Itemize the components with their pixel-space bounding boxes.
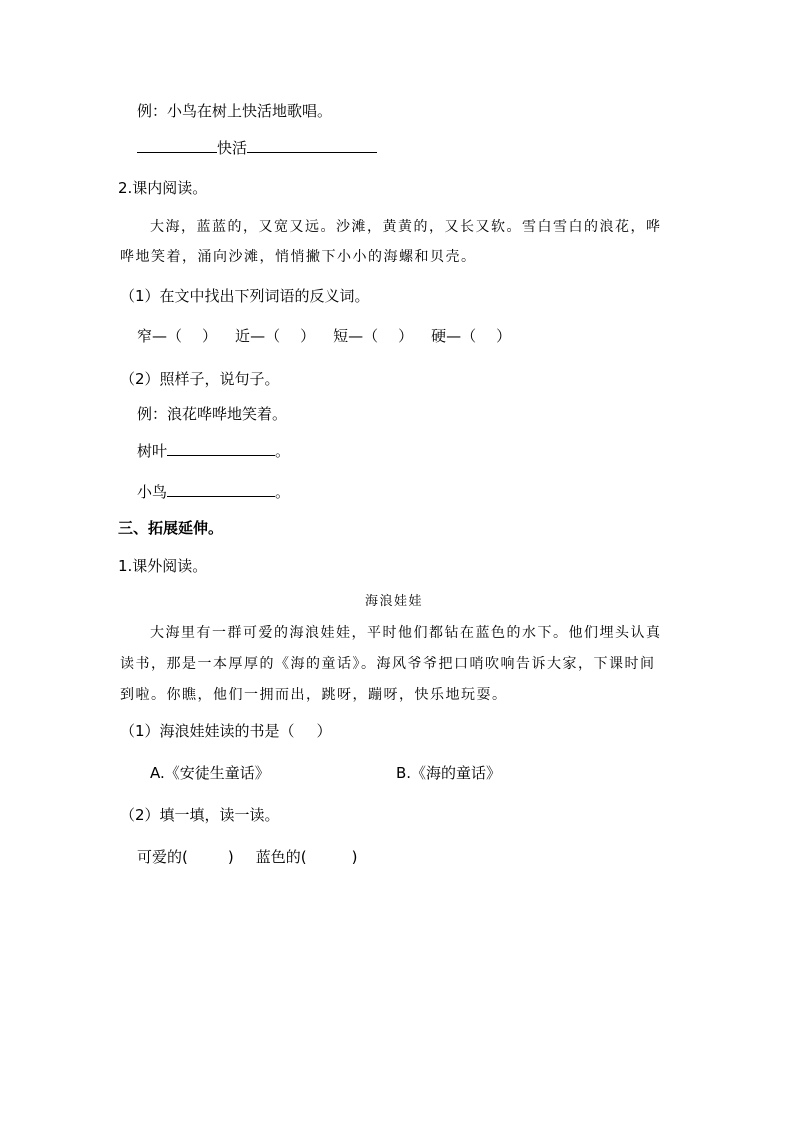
passage-line-1: 大海，蓝蓝的，又宽又远。沙滩，黄黄的，又长又软。雪白雪白的浪花，哗 bbox=[150, 219, 662, 235]
sentence-blank-1[interactable] bbox=[167, 441, 275, 456]
story-line-3: 到啦。你瞧，他们一拥而出，跳呀，蹦呀，快乐地玩耍。 bbox=[120, 687, 508, 703]
antonym-row bbox=[137, 326, 511, 346]
fill-item-1: 可爱的( bbox=[137, 848, 188, 866]
q2-sub2-title: （2）照样子，说句子。 bbox=[120, 370, 280, 388]
antonym-item-1: 窄—（ ） bbox=[137, 327, 218, 345]
s3-sub1-title: （1）海浪娃娃读的书是（ bbox=[120, 722, 295, 740]
question-2-title: 2.课内阅读。 bbox=[118, 179, 208, 197]
sentence-line-shuye: 树叶 。 bbox=[137, 442, 291, 460]
fill-line-kuaihuo bbox=[137, 138, 377, 158]
story-line-2: 读书，那是一本厚厚的《海的童话》。海风爷爷把口哨吹响告诉大家，下课时间 bbox=[120, 656, 656, 672]
option-b[interactable]: B.《海的童话》 bbox=[396, 764, 502, 782]
passage-line-2: 哗地笑着，涌向沙滩，悄悄撇下小小的海螺和贝壳。 bbox=[120, 249, 477, 265]
antonym-item-2: 近—（ ） bbox=[235, 327, 316, 345]
section-3-q1-title: 1.课外阅读。 bbox=[118, 557, 208, 575]
s3-sub2-title: （2）填一填，读一读。 bbox=[120, 806, 280, 824]
fill-word: 快活 bbox=[217, 139, 248, 157]
option-a[interactable]: A.《安徒生童话》 bbox=[150, 764, 270, 782]
sentence-line-xiaoniao: 小鸟 。 bbox=[137, 483, 291, 501]
answer-blank-before[interactable] bbox=[137, 138, 217, 153]
story-line-1: 大海里有一群可爱的海浪娃娃，平时他们都钻在蓝色的水下。他们埋头认真 bbox=[150, 625, 662, 641]
sentence-start-1: 树叶 bbox=[137, 442, 168, 460]
sentence-blank-2[interactable] bbox=[167, 482, 275, 497]
q2-sub1-title: （1）在文中找出下列词语的反义词。 bbox=[120, 287, 370, 305]
sentence-start-2: 小鸟 bbox=[137, 483, 168, 501]
s3-sub1-question: （1）海浪娃娃读的书是（ ） bbox=[120, 722, 332, 740]
fill-item-2: 蓝色的( bbox=[255, 848, 307, 866]
example-sentence-1: 例：小鸟在树上快活地歌唱。 bbox=[137, 102, 333, 120]
antonym-item-4: 硬—（ ） bbox=[431, 327, 512, 345]
section-3-title: 三、拓展延伸。 bbox=[118, 519, 224, 537]
q2-sub2-example: 例：浪花哗哗地笑着。 bbox=[137, 405, 288, 423]
antonym-item-3: 短—（ ） bbox=[333, 327, 414, 345]
fill-row: 可爱的( ) 蓝色的( ) bbox=[137, 848, 358, 866]
answer-blank-after[interactable] bbox=[247, 138, 377, 153]
story-title: 海浪娃娃 bbox=[365, 594, 424, 609]
